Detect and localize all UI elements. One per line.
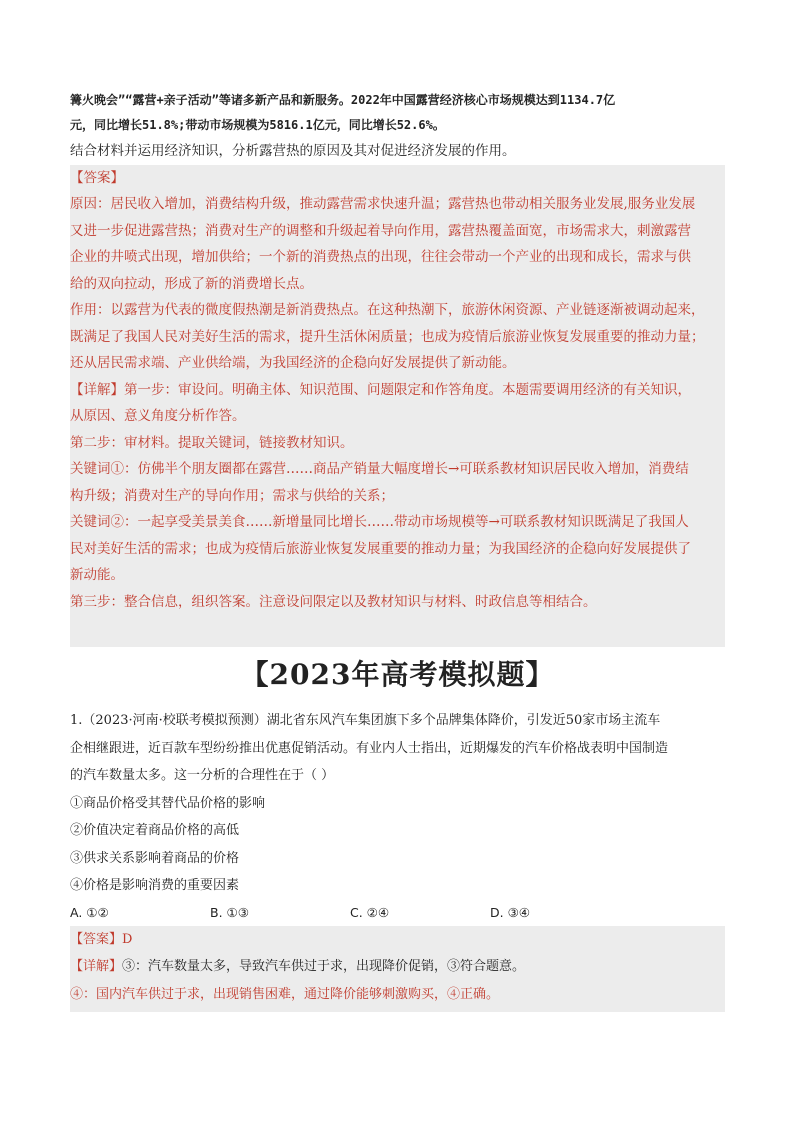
detail-line: 第三步：整合信息，组织答案。注意设问限定以及教材知识与材料、时政信息等相结合。 — [70, 593, 597, 610]
intro-line: 元，同比增长51.8%;带动市场规模为5816.1亿元，同比增长52.6%。 — [70, 118, 445, 132]
detail-line: 关键词①：仿佛半个朋友圈都在露营……商品产销量大幅度增长→可联系教材知识居民收入增加，消费结 — [70, 461, 689, 477]
q1-statement: ②价值决定着商品价格的高低 — [70, 823, 240, 838]
detail-line: 新动能。 — [70, 567, 124, 583]
q1-stem-line: 1.（2023·河南·校联考模拟预测）湖北省东风汽车集团旗下多个品牌集体降价，引发近50家市场主流车 — [70, 713, 661, 728]
q1-stem-line: 的汽车数量太多。这一分析的合理性在于（ ） — [70, 768, 335, 783]
q1-answer-label: 【答案】 — [70, 931, 123, 947]
q1-option-b: B. ①③ — [210, 904, 249, 920]
q1-answer-line — [70, 926, 725, 954]
q1-options — [70, 900, 725, 926]
question-1 — [70, 707, 725, 926]
detail-line: 关键词②：一起享受美景美食……新增量同比增长……带动市场规模等→可联系教材知识既满足了我国人 — [70, 514, 689, 530]
detail-text: 第一步：审设问。明确主体、知识范围、问题限定和作答角度。本题需要调用经济的有关知识， — [124, 381, 691, 398]
q1-option-d: D. ③④ — [490, 904, 530, 920]
document-page — [70, 0, 725, 1012]
answer-effect-line: 作用：以露营为代表的微度假热潮是新消费热点。在这种热潮下，旅游休闲资源、产业链逐渐被调动起来， — [70, 302, 705, 318]
q1-statement: ④价格是影响消费的重要因素 — [70, 878, 240, 893]
detail-line: 构升级；消费对生产的导向作用；需求与供给的关系； — [70, 487, 394, 504]
detail-line: 民对美好生活的需求；也成为疫情后旅游业恢复发展重要的推动力量；为我国经济的企稳向好发展提供了 — [70, 540, 691, 557]
detail-line: 从原因、意义角度分析作答。 — [70, 408, 246, 424]
q1-answer-box — [70, 926, 725, 1013]
detail-line: 第二步：审材料。提取关键词，链接教材知识。 — [70, 434, 354, 451]
q1-answer-value: D — [122, 931, 133, 947]
q1-detail-line-2: ④：国内汽车供过于求，出现销售困难，通过降价能够刺激购买，④正确。 — [70, 986, 500, 1002]
q1-stem-line: 企相继跟进，近百款车型纷纷推出优惠促销活动。有业内人士指出，近期爆发的汽车价格战表明中国制造 — [70, 740, 669, 756]
question-text: 结合材料并运用经济知识，分析露营热的原因及其对促进经济发展的作用。 — [70, 143, 516, 159]
answer-effect-line: 既满足了我国人民对美好生活的需求，提升生活休闲质量；也成为疫情后旅游业恢复发展重要的推动力量； — [70, 328, 705, 345]
q1-detail-text: ③：汽车数量太多，导致汽车供过于求，出现降价促销，③符合题意。 — [122, 959, 526, 974]
answer-cause-line: 企业的井喷式出现，增加供给；一个新的消费热点的出现，往往会带动一个产业的出现和成长，需求与供 — [70, 249, 691, 265]
intro-paragraph — [70, 88, 725, 138]
answer-effect-line: 还从居民需求端、产业供给端，为我国经济的企稳向好发展提供了新动能。 — [70, 355, 516, 371]
answer-cause-line: 原因：居民收入增加，消费结构升级，推动露营需求快速升温；露营热也带动相关服务业发展,服务业发展 — [70, 196, 696, 212]
q1-option-a: A. ①② — [70, 904, 109, 920]
q1-detail-label: 【详解】 — [70, 959, 123, 974]
answer-cause-line: 又进一步促进露营热；消费对生产的调整和升级起着导向作用，露营热覆盖面宽，市场需求大，刺激露营 — [70, 222, 691, 239]
q1-detail-line — [70, 953, 725, 981]
intro-line: 篝火晚会”“露营+亲子活动”等诸多新产品和新服务。2022年中国露营经济核心市场规模达到1134.7亿 — [70, 93, 616, 107]
detail-first-line — [70, 377, 725, 404]
top-spacer — [70, 0, 725, 88]
q1-statement: ③供求关系影响着商品的价格 — [70, 850, 240, 866]
q1-option-c: C. ②④ — [350, 904, 390, 920]
q1-statement: ①商品价格受其替代品价格的影响 — [70, 795, 266, 811]
detail-label: 【详解】 — [70, 381, 124, 398]
section-title: 【2023年高考模拟题】 — [240, 658, 555, 691]
answer-cause-line: 给的双向拉动，形成了新的消费增长点。 — [70, 275, 313, 292]
answer-label: 【答案】 — [70, 169, 124, 186]
answer-box — [70, 165, 725, 648]
